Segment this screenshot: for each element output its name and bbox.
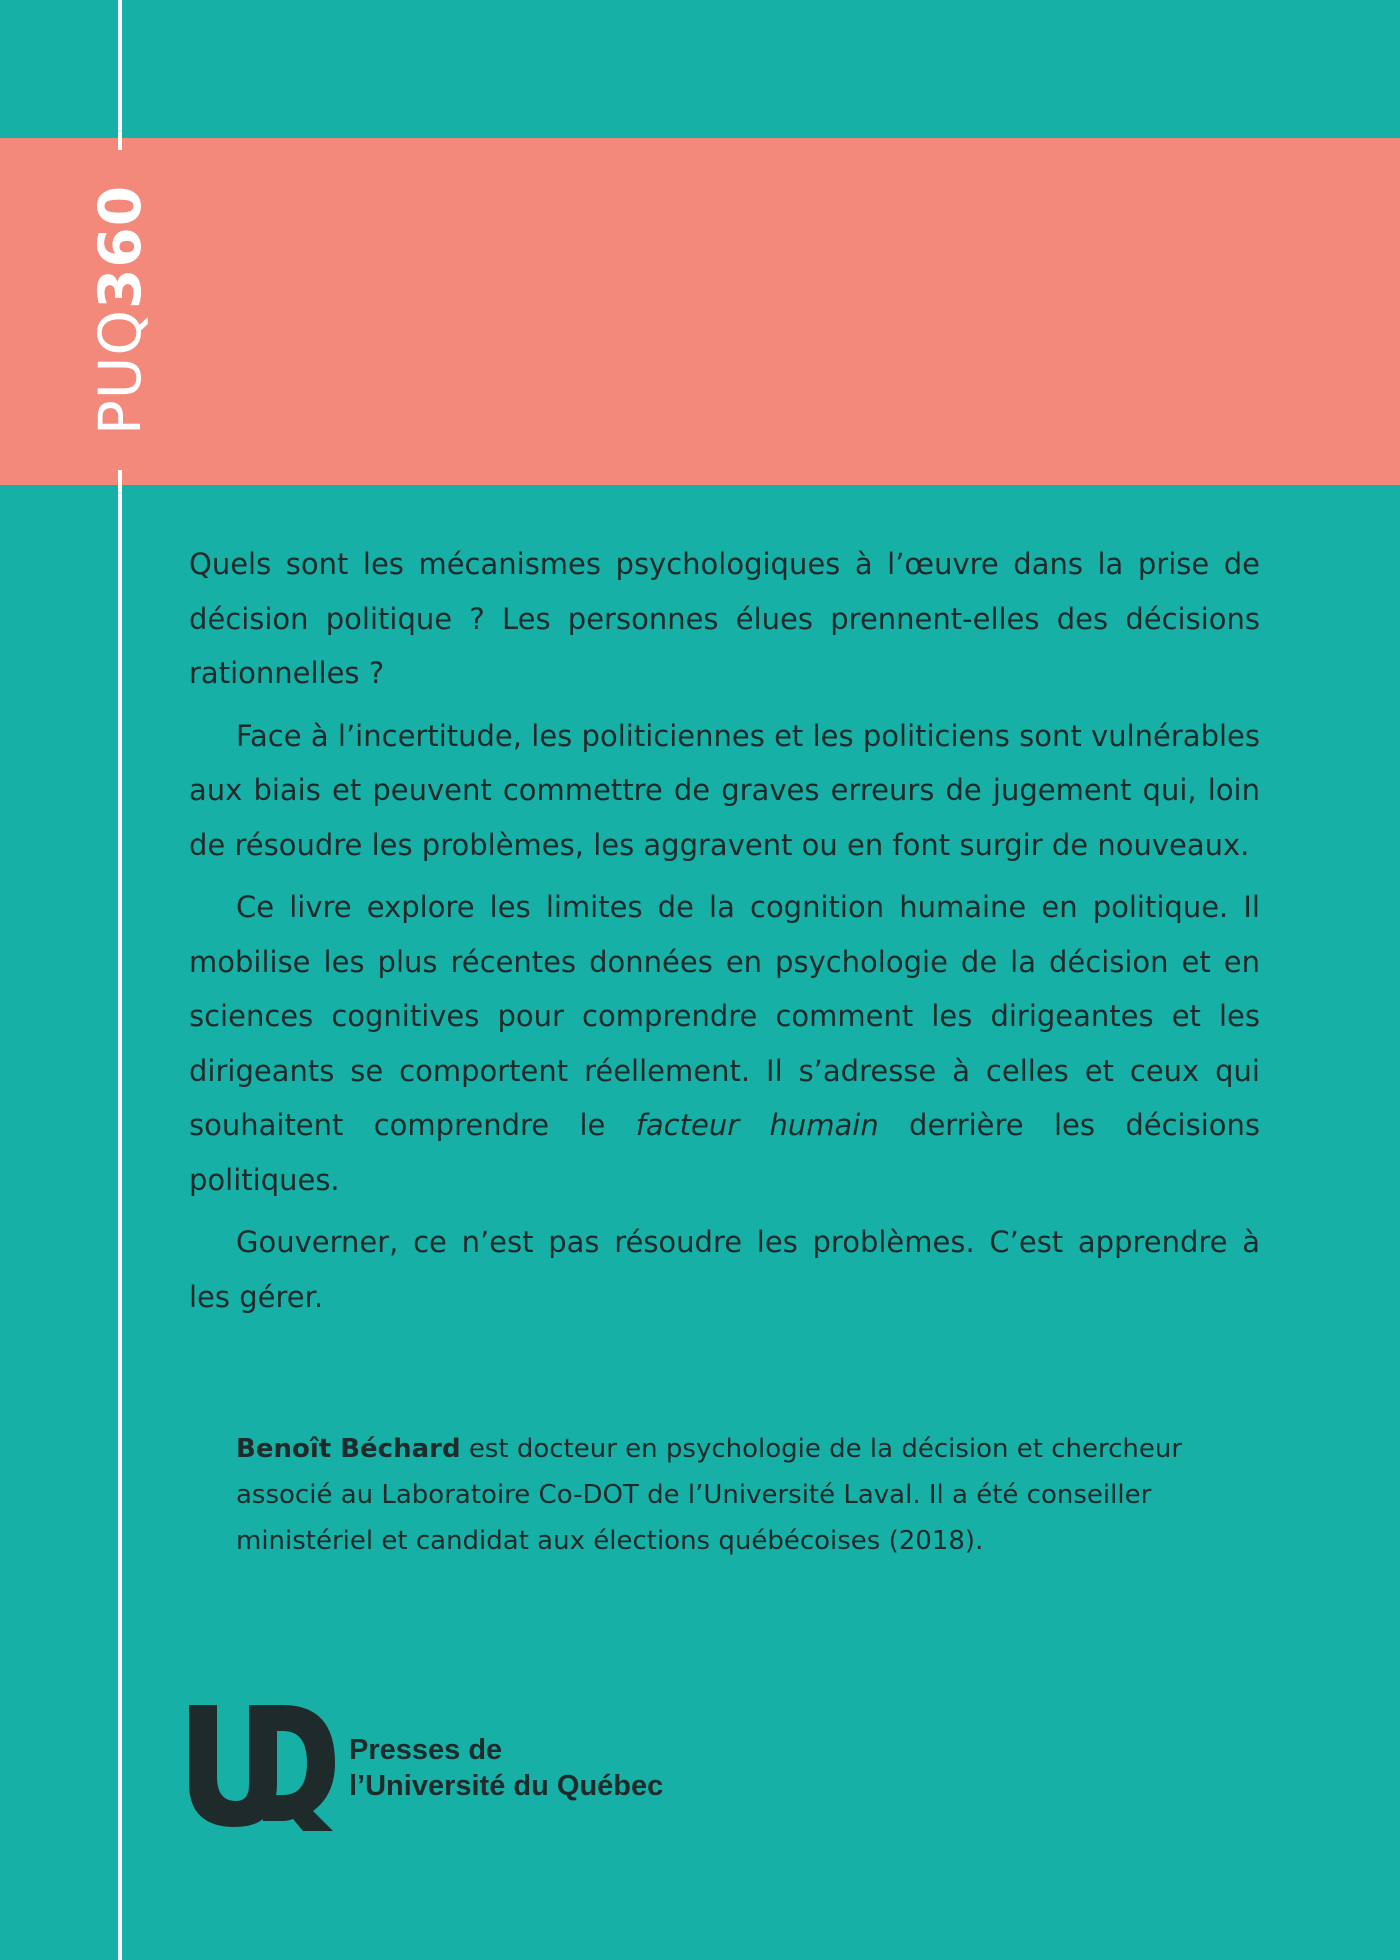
publisher-block	[189, 1705, 663, 1831]
publisher-name	[349, 1732, 663, 1804]
salmon-band	[0, 138, 1400, 485]
paragraph-3-emphasis: facteur humain	[635, 1108, 879, 1142]
publisher-name-line2: l’Université du Québec	[349, 1770, 664, 1802]
paragraph-3-after: derrière les décisions politiques.	[189, 1108, 1260, 1197]
paragraph-4: Gouverner, ce n’est pas résoudre les problèmes. C’est apprendre à les gérer.	[189, 1225, 1260, 1314]
spine-line-top	[118, 0, 122, 150]
series-logo-bold: 360	[86, 184, 154, 309]
uq-logo-icon	[189, 1705, 335, 1831]
publisher-name-line1: Presses de	[349, 1734, 503, 1766]
back-cover-text	[189, 537, 1260, 1332]
author-name: Benoît Béchard	[236, 1434, 461, 1464]
paragraph-2: Face à l’incertitude, les politiciennes et les politiciens sont vulnérables aux biais et peuvent commettre de graves erreurs de jugement qui, loin de résoudre les problèmes, les aggravent ou en font surgir de nouveaux.	[189, 718, 1260, 862]
paragraph-1: Quels sont les mécanismes psychologiques à l’œuvre dans la prise de décision politique ? Les personnes élues prennent-elles des décisions rationnelles ?	[189, 547, 1260, 690]
paragraph-3-before: Ce livre explore les limites de la cognition humaine en politique. Il mobilise les plus récentes données en psychologie de la décision et en sciences cognitives pour comprendre comment les dirigeantes et les dirigeants se comportent réellement. Il s’adresse à celles et ceux qui souhaitent comprendre le	[189, 890, 1260, 1142]
paragraph-3	[189, 880, 1260, 1207]
author-bio-text: est docteur en psychologie de la décision et chercheur associé au Laboratoire Co-DOT de l’Université Laval. Il a été conseiller ministériel et candidat aux élections québécoises (2018).	[236, 1434, 1183, 1556]
author-bio	[236, 1426, 1226, 1564]
spine-line-bottom	[118, 470, 122, 1960]
series-logo-light: PUQ	[86, 308, 154, 436]
series-logo	[86, 169, 154, 451]
